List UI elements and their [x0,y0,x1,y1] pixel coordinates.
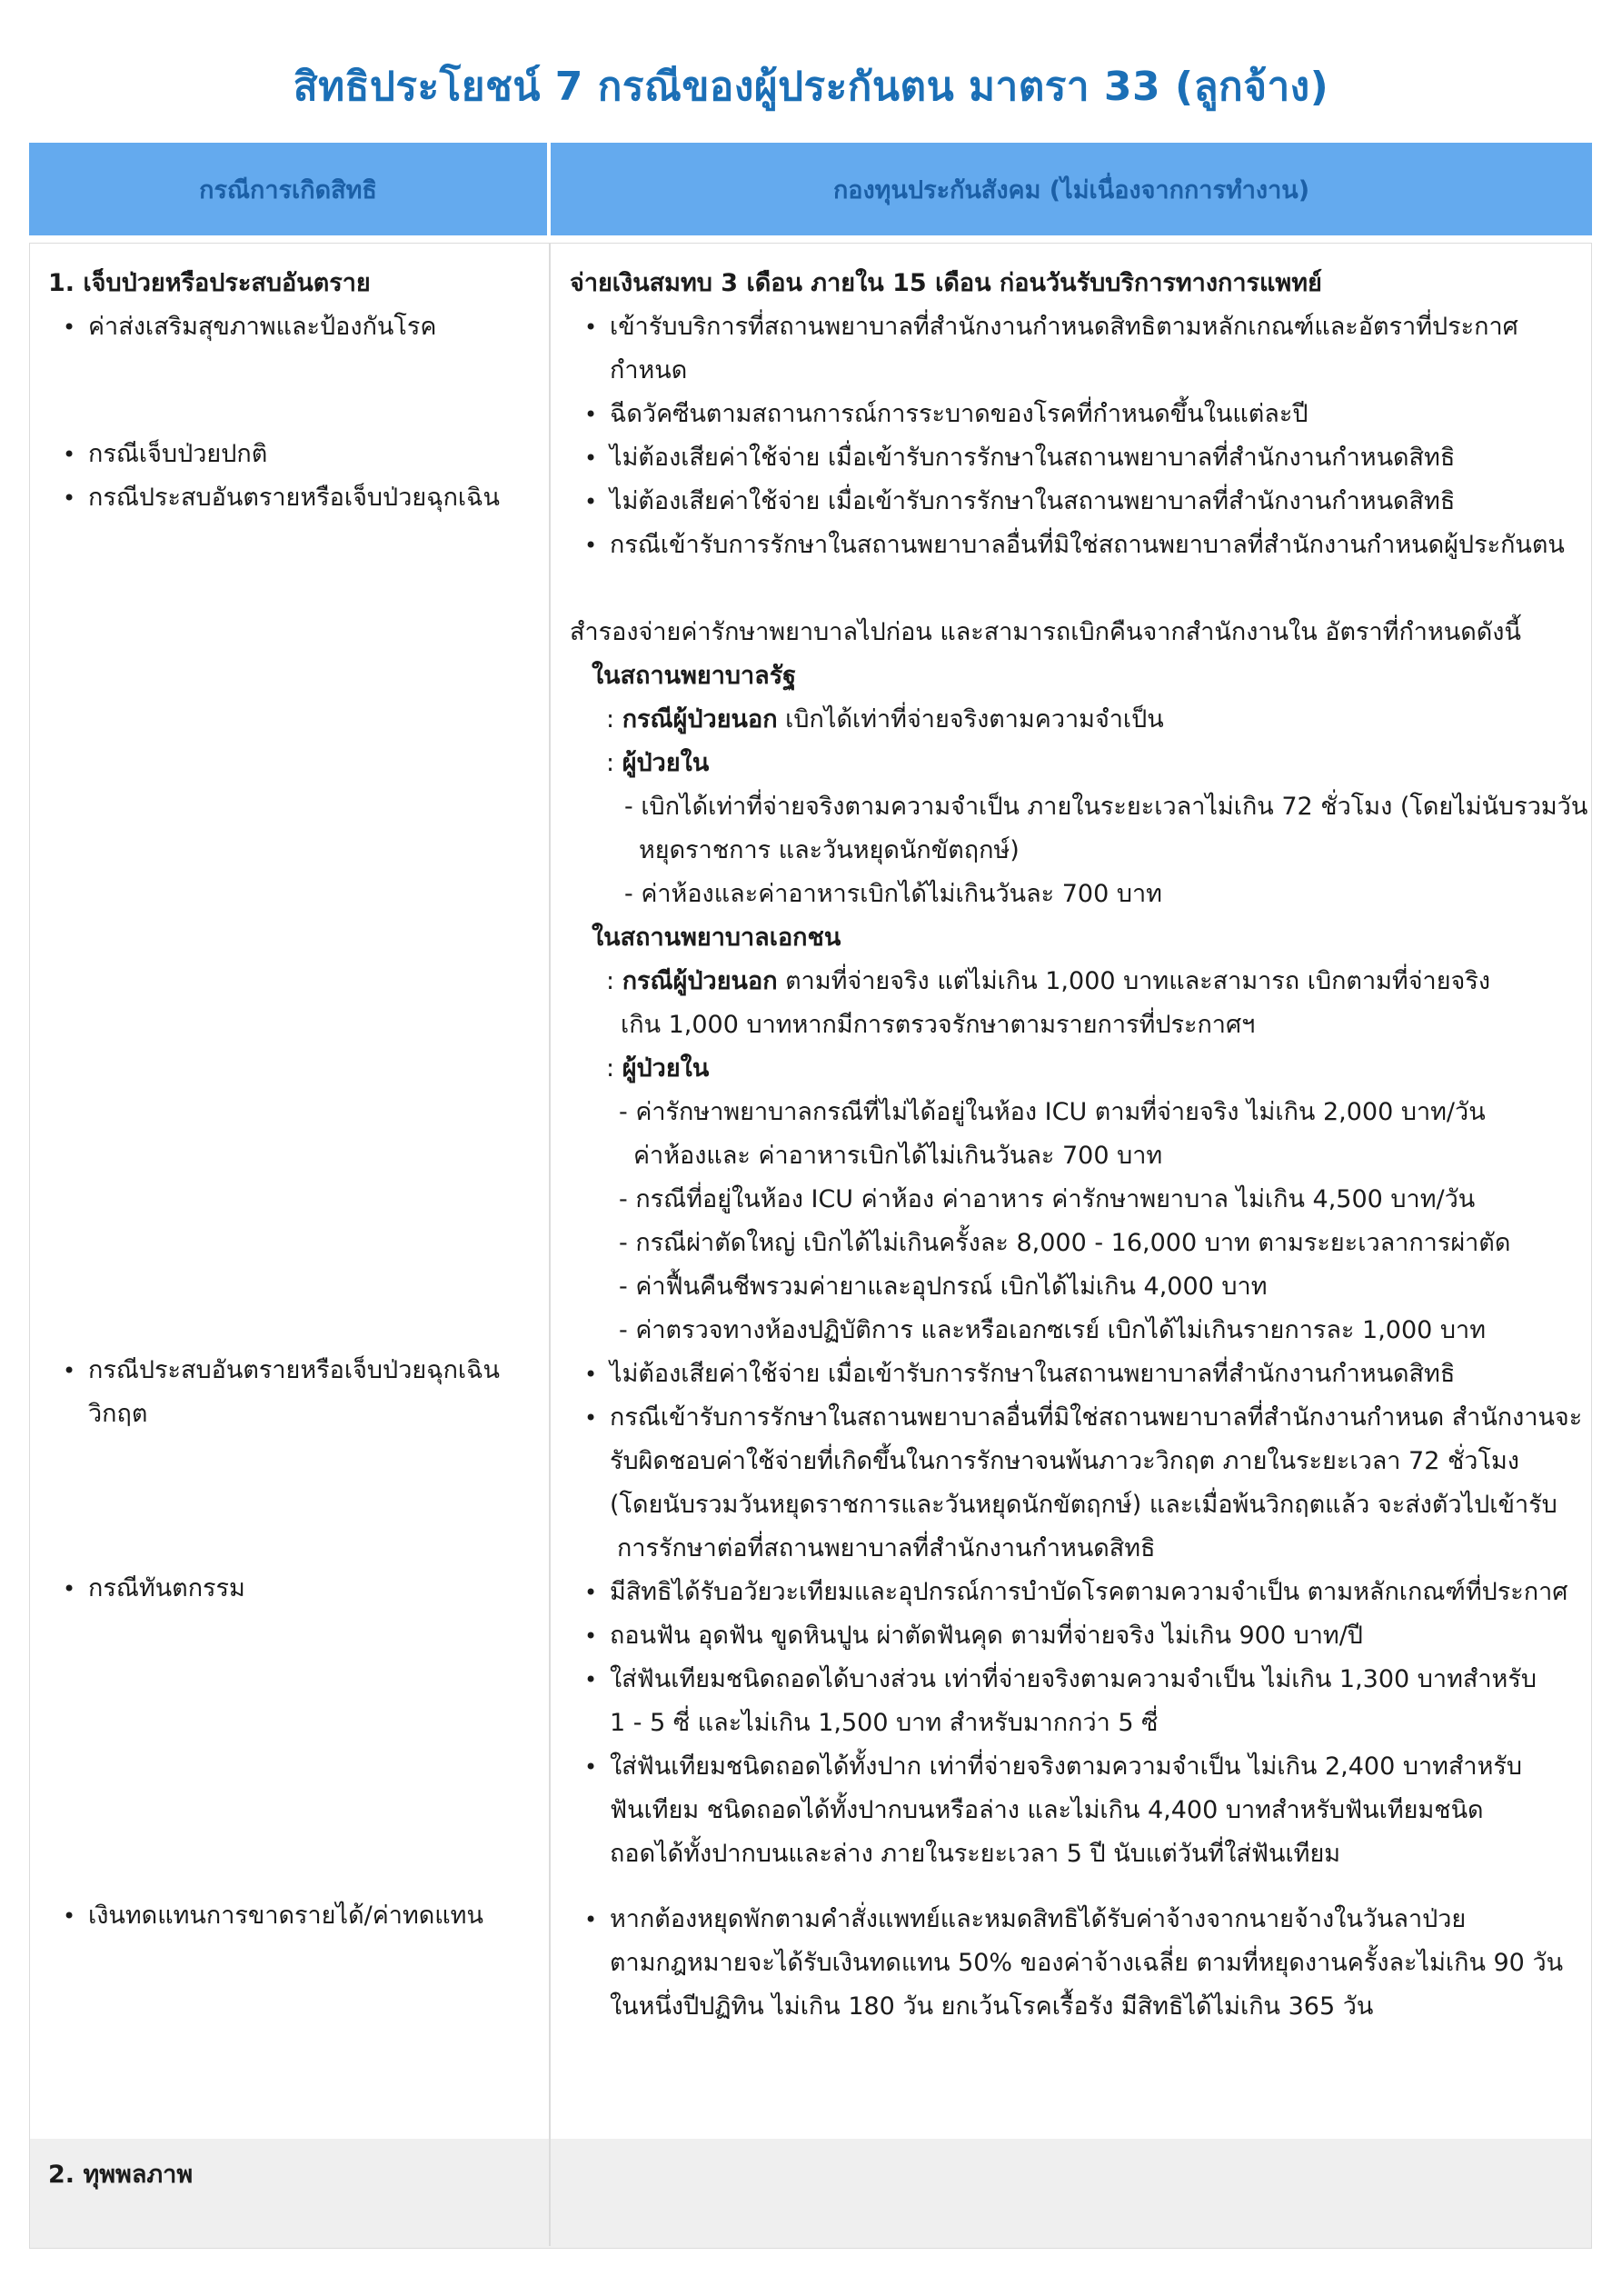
private-outpatient-cont: เกิน 1,000 บาทหากมีการตรวจรักษาตามรายการที่ประกาศฯ [621,1011,1256,1039]
critical-benefit-2-cont-2: (โดยนับรวมวันหยุดราชการและวันหยุดนักขัตฤกษ์) และเมื่อพ้นวิกฤตแล้ว จะส่งตัวไปเข้ารับ [610,1491,1557,1519]
dental-benefit-3: ใส่ฟันเทียมชนิดถอดได้บางส่วน เท่าที่จ่ายจริงตามความจำเป็น ไม่เกิน 1,300 บาทสำหรับ [610,1665,1537,1693]
private-inpatient-item-2: - กรณีที่อยู่ในห้อง ICU ค่าห้อง ค่าอาหาร ค่ารักษาพยาบาล ไม่เกิน 4,500 บาท/วัน [619,1185,1476,1213]
case-health-promotion: ค่าส่งเสริมสุขภาพและป้องกันโรค [88,313,437,341]
private-inpatient-label: ผู้ป่วยใน [622,1054,710,1083]
advance-payment-note: สำรองจ่ายค่ารักษาพยาบาลไปก่อน และสามารถเบิกคืนจากสำนักงานใน อัตราที่กำหนดดังนี้ [570,618,1521,646]
table-row-illness [29,243,1592,2141]
emergency-benefit-1: ไม่ต้องเสียค่าใช้จ่าย เมื่อเข้ารับการรักษาในสถานพยาบาลที่สำนักงานกำหนดสิทธิ [610,487,1456,515]
private-outpatient-text: ตามที่จ่ายจริง แต่ไม่เกิน 1,000 บาทและสามารถ เบิกตามที่จ่ายจริง [777,967,1491,995]
gov-outpatient [606,698,1164,742]
promo-benefit-1: เข้ารับบริการที่สถานพยาบาลที่สำนักงานกำหนดสิทธิตามหลักเกณฑ์และอัตราที่ประกาศ [610,313,1518,341]
compensation-benefit-cont-1: ตามกฎหมายจะได้รับเงินทดแทน 50% ของค่าจ้างเฉลี่ย ตามที่หยุดงานครั้งละไม่เกิน 90 วัน [610,1949,1564,1977]
colon: : [606,705,615,734]
private-inpatient-item-1: - ค่ารักษาพยาบาลกรณีที่ไม่ได้อยู่ในห้อง ICU ตามที่จ่ายจริง ไม่เกิน 2,000 บาท/วัน [619,1098,1486,1126]
table-row-disability [29,2139,1592,2249]
promo-benefit-1-cont: กำหนด [610,356,688,384]
case-income-compensation: เงินทดแทนการขาดรายได้/ค่าทดแทน [88,1902,483,1930]
critical-benefit-2: กรณีเข้ารับการรักษาในสถานพยาบาลอื่นที่มิใช่สถานพยาบาลที่สำนักงานกำหนด สำนักงานจะ [610,1403,1583,1432]
case-critical-emergency: กรณีประสบอันตรายหรือเจ็บป่วยฉุกเฉิน [88,1356,500,1384]
compensation-benefit-cont-2: ในหนึ่งปีปฏิทิน ไม่เกิน 180 วัน ยกเว้นโรคเรื้อรัง มีสิทธิได้ไม่เกิน 365 วัน [610,1992,1374,2021]
emergency-benefit-2: กรณีเข้ารับการรักษาในสถานพยาบาลอื่นที่มิใช่สถานพยาบาลที่สำนักงานกำหนดผู้ประกันตน [610,531,1565,559]
promo-benefit-2: ฉีดวัคซีนตามสถานการณ์การระบาดของโรคที่กำหนดขึ้นในแต่ละปี [610,400,1309,428]
case-dental: กรณีทันตกรรม [88,1574,245,1602]
bullet: • [63,442,76,467]
case-normal-illness: กรณีเจ็บป่วยปกติ [88,440,268,468]
bullet: • [584,533,598,558]
case-critical-emergency-cont: วิกฤต [88,1400,148,1428]
page-title: สิทธิประโยชน์ 7 กรณีของผู้ประกันตน มาตรา 33 (ลูกจ้าง) [293,64,1329,110]
gov-inpatient-item-2: - ค่าห้องและค่าอาหารเบิกได้ไม่เกินวันละ 700 บาท [624,880,1162,908]
gov-outpatient-label: กรณีผู้ป่วยนอก [622,705,778,734]
private-inpatient-item-4: - ค่าฟื้นคืนชีพรวมค่ายาและอุปกรณ์ เบิกได้ไม่เกิน 4,000 บาท [619,1273,1268,1301]
private-inpatient-item-1-cont: ค่าห้องและ ค่าอาหารเบิกได้ไม่เกินวันละ 700 บาท [633,1142,1163,1170]
bullet: • [584,1907,598,1932]
table-header [29,143,1592,235]
colon: : [606,1054,615,1083]
section-title-illness: 1. เจ็บป่วยหรือประสบอันตราย [48,269,371,297]
bullet: • [63,1576,76,1602]
dental-benefit-1: มีสิทธิได้รับอวัยวะเทียมและอุปกรณ์การบำบัดโรคตามความจำเป็น ตามหลักเกณฑ์ที่ประกาศ [610,1578,1568,1606]
gov-inpatient-item-1: - เบิกได้เท่าที่จ่ายจริงตามความจำเป็น ภายในระยะเวลาไม่เกิน 72 ชั่วโมง (โดยไม่นับรวมวัน [624,793,1588,821]
dental-benefit-4-cont-1: ฟันเทียม ชนิดถอดได้ทั้งปากบนหรือล่าง และไม่เกิน 4,400 บาทสำหรับฟันเทียมชนิด [610,1796,1484,1824]
colon: : [606,967,615,995]
bullet: • [584,489,598,514]
bullet: • [584,1667,598,1692]
critical-benefit-2-cont-3: การรักษาต่อที่สถานพยาบาลที่สำนักงานกำหนดสิทธิ [617,1534,1156,1562]
section-title-disability: 2. ทุพพลภาพ [48,2161,194,2189]
private-hospital-title: ในสถานพยาบาลเอกชน [592,923,841,952]
normal-benefit: ไม่ต้องเสียค่าใช้จ่าย เมื่อเข้ารับการรักษาในสถานพยาบาลที่สำนักงานกำหนดสิทธิ [610,444,1456,472]
case-emergency: กรณีประสบอันตรายหรือเจ็บป่วยฉุกเฉิน [88,484,500,512]
dental-benefit-2: ถอนฟัน อุดฟัน ขูดหินปูน ผ่าตัดฟันคุด ตามที่จ่ายจริง ไม่เกิน 900 บาท/ปี [610,1622,1363,1650]
gov-hospital-title: ในสถานพยาบาลรัฐ [592,662,797,690]
bullet: • [63,314,76,340]
critical-benefit-2-cont-1: รับผิดชอบค่าใช้จ่ายที่เกิดขึ้นในการรักษาจนพ้นภาวะวิกฤต ภายในระยะเวลา 72 ชั่วโมง [610,1447,1519,1475]
dental-benefit-3-cont: 1 - 5 ซี่ และไม่เกิน 1,500 บาท สำหรับมากกว่า 5 ซี่ [610,1709,1159,1737]
gov-outpatient-text: เบิกได้เท่าที่จ่ายจริงตามความจำเป็น [777,705,1164,734]
gov-inpatient [606,742,709,785]
critical-benefit-1: ไม่ต้องเสียค่าใช้จ่าย เมื่อเข้ารับการรักษาในสถานพยาบาลที่สำนักงานกำหนดสิทธิ [610,1360,1456,1388]
gov-inpatient-item-1-cont: หยุดราชการ และวันหยุดนักขัตฤกษ์) [639,836,1020,864]
bullet: • [63,485,76,511]
dental-benefit-4: ใส่ฟันเทียมชนิดถอดได้ทั้งปาก เท่าที่จ่ายจริงตามความจำเป็น ไม่เกิน 2,400 บาทสำหรับ [610,1752,1523,1781]
private-outpatient [606,960,1490,1003]
bullet: • [584,1362,598,1387]
bullet: • [584,402,598,427]
eligibility-condition: จ่ายเงินสมทบ 3 เดือน ภายใน 15 เดือน ก่อนวันรับบริการทางการแพทย์ [570,269,1322,297]
column-divider [549,243,551,2246]
header-case-column: กรณีการเกิดสิทธิ [29,143,547,235]
compensation-benefit: หากต้องหยุดพักตามคำสั่งแพทย์และหมดสิทธิได้รับค่าจ้างจากนายจ้างในวันลาป่วย [610,1905,1467,1933]
bullet: • [584,445,598,471]
colon: : [606,749,615,777]
bullet: • [63,1903,76,1929]
bullet: • [584,314,598,340]
bullet: • [584,1405,598,1431]
bullet: • [63,1358,76,1383]
dental-benefit-4-cont-2: ถอดได้ทั้งปากบนและล่าง ภายในระยะเวลา 5 ปี นับแต่วันที่ใส่ฟันเทียม [610,1840,1341,1868]
private-outpatient-label: กรณีผู้ป่วยนอก [622,967,778,995]
private-inpatient-item-5: - ค่าตรวจทางห้องปฏิบัติการ และหรือเอกซเรย์ เบิกได้ไม่เกินรายการละ 1,000 บาท [619,1316,1486,1344]
bullet: • [584,1754,598,1780]
private-inpatient-item-3: - กรณีผ่าตัดใหญ่ เบิกได้ไม่เกินครั้งละ 8,000 - 16,000 บาท ตามระยะเวลาการผ่าตัด [619,1229,1511,1257]
header-fund-column: กองทุนประกันสังคม (ไม่เนื่องจากการทำงาน) [551,143,1592,235]
bullet: • [584,1580,598,1605]
gov-inpatient-label: ผู้ป่วยใน [622,749,710,777]
bullet: • [584,1623,598,1649]
private-inpatient [606,1047,709,1091]
